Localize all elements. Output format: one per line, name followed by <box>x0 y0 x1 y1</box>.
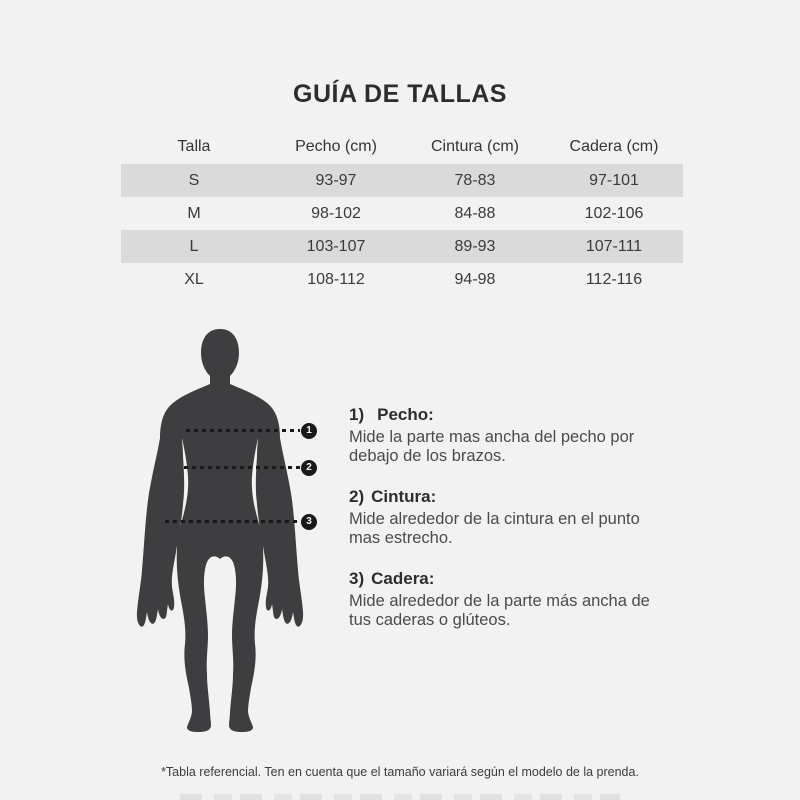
table-row <box>121 230 683 263</box>
cell-cadera: 107-111 <box>585 237 643 255</box>
marker-1-chest: 1 <box>301 423 317 439</box>
cell-pecho: 98-102 <box>311 204 361 222</box>
cell-cintura: 84-88 <box>454 204 496 222</box>
cell-cintura: 78-83 <box>454 171 496 189</box>
column-header-talla: Talla <box>177 138 211 155</box>
cell-cadera: 112-116 <box>585 270 643 288</box>
instruction-text-line: Mide alrededor de la cintura en el punto <box>349 510 640 528</box>
instruction-text-line: debajo de los brazos. <box>349 447 506 465</box>
cell-cintura: 89-93 <box>454 237 496 255</box>
table-row <box>121 164 683 197</box>
instruction-label: Cintura: <box>371 487 437 506</box>
instruction-text-line: mas estrecho. <box>349 529 453 547</box>
cutoff-text-remnant <box>180 794 620 800</box>
cell-pecho: 108-112 <box>307 270 365 288</box>
instruction-heading <box>349 487 714 507</box>
instruction-cadera <box>349 569 714 630</box>
cell-cadera: 97-101 <box>589 171 639 189</box>
instruction-pecho <box>349 405 714 466</box>
cell-cintura: 94-98 <box>454 270 496 288</box>
marker-3-hip: 3 <box>301 514 317 530</box>
male-silhouette <box>120 326 320 736</box>
size-table <box>121 130 683 296</box>
instruction-heading <box>349 405 714 425</box>
table-row <box>121 263 683 296</box>
cell-talla: M <box>187 204 201 222</box>
table-row <box>121 197 683 230</box>
cell-talla: S <box>188 171 200 189</box>
marker-2-waist: 2 <box>301 460 317 476</box>
column-header-cadera: Cadera (cm) <box>569 138 659 155</box>
instruction-number: 2) <box>349 487 365 506</box>
instruction-cintura <box>349 487 714 548</box>
instruction-heading <box>349 569 714 589</box>
instruction-label: Cadera: <box>371 569 435 588</box>
table-header-row <box>121 130 683 164</box>
instruction-label: Pecho: <box>377 405 434 424</box>
measurement-instructions <box>349 405 714 651</box>
column-header-cintura: Cintura (cm) <box>430 138 519 155</box>
instruction-number: 1) <box>349 405 365 424</box>
cell-talla: L <box>189 237 199 255</box>
page-title: GUÍA DE TALLAS <box>293 80 507 108</box>
chest-measure-line <box>186 429 300 432</box>
hip-measure-line <box>165 520 300 523</box>
cell-pecho: 103-107 <box>306 237 366 255</box>
column-header-pecho: Pecho (cm) <box>295 138 377 155</box>
cell-talla: XL <box>184 270 204 288</box>
instruction-text-line: Mide la parte mas ancha del pecho por <box>349 428 635 446</box>
cell-cadera: 102-106 <box>584 204 644 222</box>
waist-measure-line <box>184 466 300 469</box>
reference-footnote: *Tabla referencial. Ten en cuenta que el tamaño variará según el modelo de la prenda. <box>161 765 639 779</box>
instruction-text-line: tus caderas o glúteos. <box>349 611 511 629</box>
instruction-number: 3) <box>349 569 365 588</box>
instruction-text-line: Mide alrededor de la parte más ancha de <box>349 592 650 610</box>
cell-pecho: 93-97 <box>315 171 357 189</box>
